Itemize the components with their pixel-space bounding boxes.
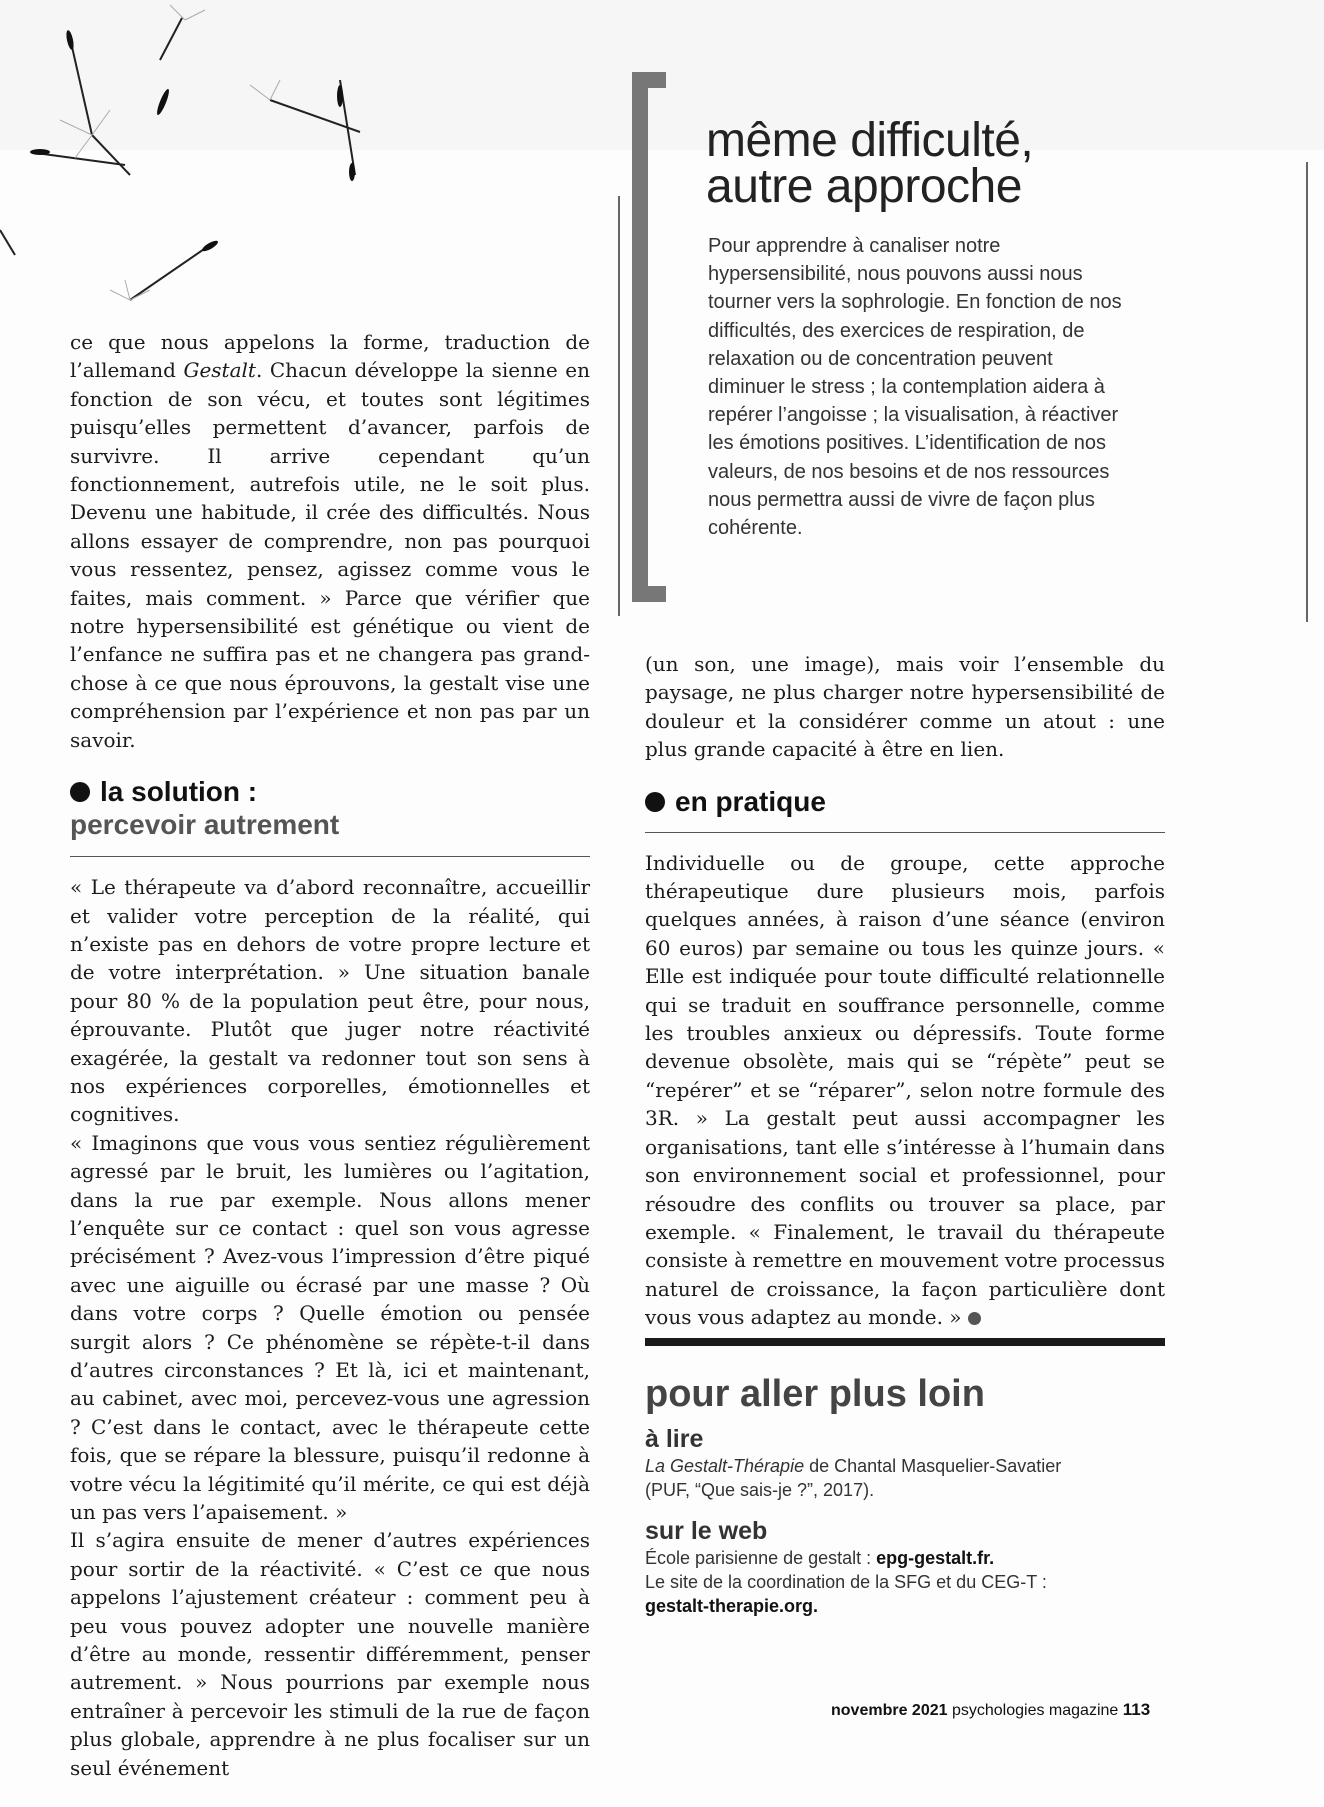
- gestalt-therapie-link[interactable]: gestalt-therapie.org.: [645, 1596, 819, 1616]
- further-reading-box: [645, 1338, 1165, 1618]
- footer-date: novembre 2021: [831, 1702, 948, 1719]
- page-footer: [831, 1700, 1150, 1720]
- bracket-decoration: [632, 72, 666, 602]
- right-column: [645, 650, 1165, 1332]
- section-subtitle: percevoir autrement: [70, 809, 340, 841]
- left-column: [70, 328, 590, 1782]
- section-title: la solution :: [100, 776, 258, 808]
- read-heading: à lire: [645, 1425, 704, 1453]
- section-heading-solution: [70, 776, 590, 842]
- end-of-article-icon: [968, 1312, 981, 1325]
- book-reference: La Gestalt-Thérapie de Chantal Masquelier-Savatier: [645, 1456, 1062, 1476]
- column-divider-line: [618, 196, 620, 616]
- further-title: pour aller plus loin: [645, 1373, 985, 1415]
- right-paragraph-1: (un son, une image), mais voir l’ensemble du paysage, ne plus charger notre hypersensibilité de douleur et la considérer comme un atout : une plus grande capacité à être en lien.: [645, 652, 1165, 762]
- left-paragraph-3: « Imaginons que vous vous sentiez régulièrement agressé par le bruit, les lumières ou l’agitation, dans la rue par exemple. Nous allons mener l’enquête sur ce contact : quel son vous agresse précisément ? Avez-vous l’impression d’être piqué avec une aiguille ou écrasé par une masse ? Où dans votre corps ? Quelle émotion ou pensée surgit alors ? Ce phénomène se répète-t-il dans d’autres circonstances ? Et là, ici et maintenant, au cabinet, avec moi, percevez-vous une agression ? C’est dans le contact, avec le thérapeute cette fois, que se répare la blessure, puisqu’il redonne à votre vécu la légitimité qu’il mérite, ce qui est déjà un pas vers l’apaisement. »: [70, 1130, 590, 1525]
- sidebar-title: même difficulté, autre approche: [706, 114, 1034, 213]
- dandelion-seeds-illustration: [0, 0, 420, 330]
- web-heading: sur le web: [645, 1517, 768, 1545]
- left-paragraph-4: Il s’agira ensuite de mener d’autres expériences pour sortir de la réactivité. « C’est ce que nous appelons l’ajustement créateur : comment peu à peu vous pouvez adopter une nouvelle manière d’être au monde, ressentir différemment, penser autrement. » Nous pourrions par exemple nous entraîner à percevoir les stimuli de la rue de façon plus globale, apprendre à ne plus focaliser sur un seul événement: [70, 1528, 590, 1780]
- book-publisher: (PUF, “Que sais-je ?”, 2017).: [645, 1480, 875, 1500]
- bullet-icon: [70, 782, 90, 802]
- section-title: en pratique: [675, 785, 826, 817]
- web-link-2-label: Le site de la coordination de la SFG et du CEG-T :: [645, 1572, 1047, 1592]
- sidebar-text: Pour apprendre à canaliser notre hypersensibilité, nous pouvons aussi nous tourner vers la sophrologie. En fonction de nos difficultés, des exercices de respiration, de relaxation ou de concentration peuvent diminuer le stress ; la contemplation aidera à repérer l’angoisse ; la visualisation, à réactiver les émotions positives. L’identification de nos valeurs, de nos besoins et de nos ressources nous permettra aussi de vivre de façon plus cohérente.: [708, 235, 1122, 540]
- page-number: 113: [1122, 1700, 1151, 1719]
- left-paragraph-1: ce que nous appelons la forme, traduction de l’allemand Gestalt. Chacun développe la sienne en fonction de son vécu, et toutes sont légitimes puisqu’elles permettent d’avancer, parfois de survivre. Il arrive cependant qu’un fonctionnement, autrefois utile, ne le soit plus. Devenu une habitude, il crée des difficultés. Nous allons essayer de comprendre, non pas pourquoi vous ressentez, pensez, agissez comme vous le faites, mais comment. » Parce que vérifier que notre hypersensibilité est génétique ou vient de l’enfance ne suffira pas et ne changera pas grand-chose à ce que nous éprouvons, la gestalt vise une compréhension par l’expérience et non pas par un savoir.: [70, 330, 591, 752]
- bullet-icon: [645, 792, 665, 812]
- right-paragraph-2: Individuelle ou de groupe, cette approche thérapeutique dure plusieurs mois, parfois quelques années, à raison d’une séance (environ 60 euros) par semaine ou tous les quinze jours. « Elle est indiquée pour toute difficulté relationnelle qui se traduit en souffrance personnelle, comme les troubles anxieux ou dépressifs. Toute forme devenue obsolète, mais qui se “répète” peut se “repérer” et se “réparer”, selon notre formule des 3R. » La gestalt peut aussi accompagner les organisations, tant elle s’intéresse à l’humain dans son environnement social et professionnel, pour résoudre des conflits ou trouver sa place, par exemple. « Finalement, le travail du thérapeute consiste à remettre en mouvement votre processus naturel de croissance, la façon particulière dont vous vous adaptez au monde. »: [645, 850, 1165, 1330]
- divider: [70, 856, 590, 857]
- left-paragraph-2: « Le thérapeute va d’abord reconnaître, accueillir et valider votre perception de la réalité, qui n’existe pas en dehors de votre propre lecture et de votre interprétation. » Une situation banale pour 80 % de la population peut être, pour nous, éprouvante. Plutôt que juger notre réactivité exagérée, la gestalt va redonner tout son sens à nos expériences corporelles, émotionnelles et cognitives.: [70, 875, 590, 1127]
- sidebar-right-line: [1306, 162, 1308, 622]
- emphasis-gestalt: Gestalt: [183, 358, 256, 383]
- footer-magazine: psychologies magazine: [951, 1702, 1119, 1719]
- epg-link[interactable]: epg-gestalt.fr.: [876, 1548, 995, 1568]
- section-heading-practice: [645, 786, 1165, 818]
- thick-divider: [645, 1338, 1165, 1346]
- divider: [645, 832, 1165, 833]
- sidebar-box: [632, 72, 1322, 602]
- web-link-1: École parisienne de gestalt : epg-gestalt.fr.: [645, 1548, 995, 1568]
